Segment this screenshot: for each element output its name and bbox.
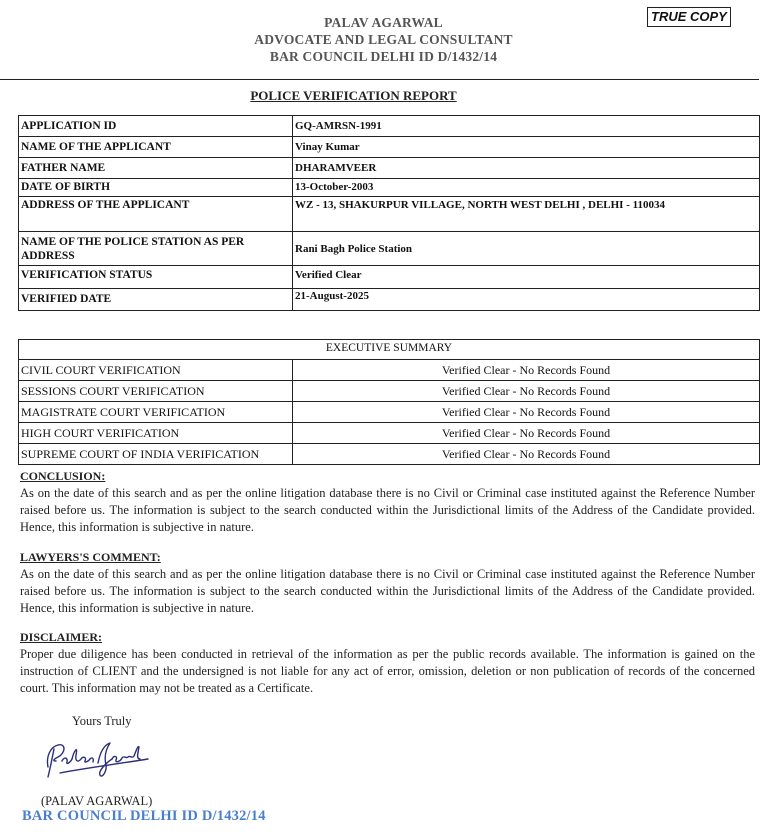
applicant-name-value: Vinay Kumar (293, 137, 760, 158)
summary-heading: EXECUTIVE SUMMARY (19, 340, 760, 360)
row-value: Verified Clear - No Records Found (293, 360, 760, 381)
address-value: WZ - 13, SHAKURPUR VILLAGE, NORTH WEST DELHI , DELHI - 110034 (293, 197, 760, 232)
date-of-birth-value: 13-October-2003 (293, 179, 760, 197)
row-label: MAGISTRATE COURT VERIFICATION (19, 402, 293, 423)
conclusion-heading: CONCLUSION: (20, 469, 106, 483)
summary-heading-row (19, 340, 760, 360)
disclaimer-text: Proper due diligence has been conducted in retrieval of the information as per the public records available. The information is gained on the instruction of CLIENT and the undersigned is not liable for any act of error, omission, deletion or non publication of records of the concerned court. This information may not be treated as a Certificate. (20, 647, 755, 695)
table-row (19, 289, 760, 311)
table-row (19, 116, 760, 137)
lawyers-comment-text: As on the date of this search and as per the online litigation database there is no Civil or Criminal case instituted against the Reference Number raised before us. The information is subject to the search conducted within the Jurisdictional limits of the Address of the Candidate provided. Hence, this information is subjective in nature. (20, 567, 755, 615)
row-value: Verified Clear - No Records Found (293, 402, 760, 423)
table-row (19, 158, 760, 179)
row-value: Verified Clear - No Records Found (293, 423, 760, 444)
row-label: DATE OF BIRTH (19, 179, 293, 197)
row-label: VERIFICATION STATUS (19, 266, 293, 289)
application-id-value: GQ-AMRSN-1991 (293, 116, 760, 137)
applicant-details-table (18, 115, 760, 311)
table-row (19, 179, 760, 197)
conclusion-text: As on the date of this search and as per the online litigation database there is no Civil or Criminal case instituted against the Reference Number raised before us. The information is subject to the search conducted within the Jurisdictional limits of the Address of the Candidate provided. Hence, this information is subjective in nature. (20, 486, 755, 534)
advocate-designation: ADVOCATE AND LEGAL CONSULTANT (254, 32, 513, 47)
conclusion-section (20, 468, 755, 536)
row-label: NAME OF THE APPLICANT (19, 137, 293, 158)
verification-status-value: Verified Clear (293, 266, 760, 289)
table-row (19, 402, 760, 423)
table-row (19, 423, 760, 444)
table-row (19, 444, 760, 465)
letterhead (0, 14, 767, 65)
report-title: POLICE VERIFICATION REPORT (250, 88, 457, 103)
row-value: Verified Clear - No Records Found (293, 444, 760, 465)
row-label: CIVIL COURT VERIFICATION (19, 360, 293, 381)
table-row (19, 360, 760, 381)
row-label: SUPREME COURT OF INDIA VERIFICATION (19, 444, 293, 465)
signatory-bar-id: BAR COUNCIL DELHI ID D/1432/14 (22, 808, 266, 824)
table-row (19, 197, 760, 232)
advocate-name: PALAV AGARWAL (324, 15, 443, 30)
verified-date-value: 21-August-2025 (293, 289, 760, 311)
true-copy-stamp: TRUE COPY (647, 7, 731, 27)
row-label: ADDRESS OF THE APPLICANT (19, 197, 293, 232)
table-row (19, 266, 760, 289)
table-row (19, 137, 760, 158)
police-station-value: Rani Bagh Police Station (293, 232, 760, 266)
lawyers-comment-section (20, 549, 755, 617)
table-row (19, 232, 760, 266)
disclaimer-heading: DISCLAIMER: (20, 630, 103, 644)
advocate-bar-id: BAR COUNCIL DELHI ID D/1432/14 (269, 49, 498, 64)
row-label: SESSIONS COURT VERIFICATION (19, 381, 293, 402)
executive-summary-table (18, 339, 760, 465)
signatory-name: (PALAV AGARWAL) (41, 794, 153, 808)
row-value: Verified Clear - No Records Found (293, 381, 760, 402)
row-label: APPLICATION ID (19, 116, 293, 137)
table-row (19, 381, 760, 402)
lawyers-comment-heading: LAWYERS'S COMMENT: (20, 550, 161, 564)
header-divider (0, 79, 759, 80)
signature-icon (40, 735, 155, 790)
row-label: NAME OF THE POLICE STATION AS PER ADDRESS (19, 232, 293, 266)
row-label: VERIFIED DATE (19, 289, 293, 311)
father-name-value: DHARAMVEER (293, 158, 760, 179)
closing-text: Yours Truly (72, 714, 132, 728)
row-label: FATHER NAME (19, 158, 293, 179)
row-label: HIGH COURT VERIFICATION (19, 423, 293, 444)
disclaimer-section (20, 629, 755, 697)
